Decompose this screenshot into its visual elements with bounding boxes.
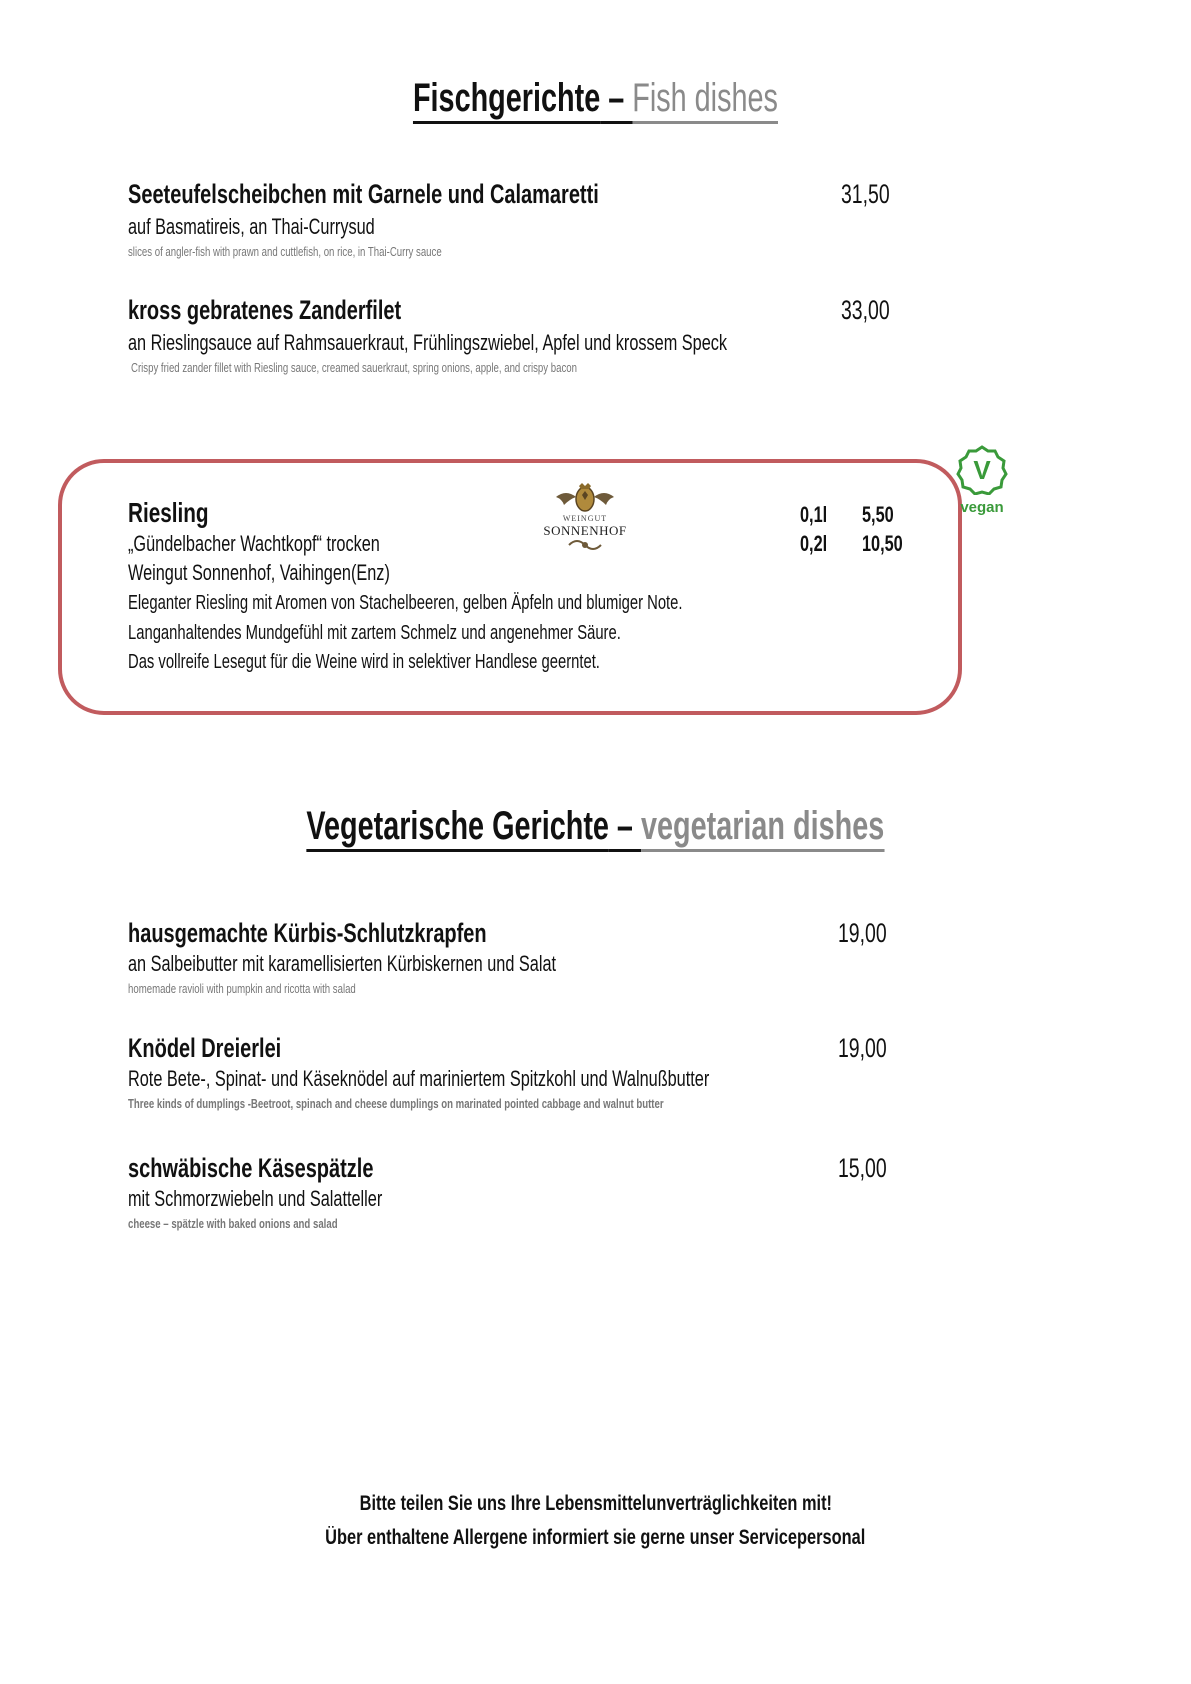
veg-dish-3-price: 15,00	[838, 1153, 887, 1183]
veg-heading-separator: –	[609, 804, 641, 852]
winery-logo-small-text: WEINGUT	[562, 514, 608, 523]
vegan-badge-label: vegan	[960, 499, 1004, 516]
dish-description: Rote Bete-, Spinat- und Käseknödel auf mariniertem Spitzkohl und Walnußbutter	[128, 1066, 710, 1091]
winery-flourish-icon	[565, 538, 605, 552]
wine-winery: Weingut Sonnenhof, Vaihingen(Enz)	[128, 560, 390, 585]
dish-english-description: cheese – spätzle with baked onions and salad	[128, 1216, 338, 1231]
wine-name: Riesling	[128, 497, 209, 528]
dish-description: mit Schmorzwiebeln und Salatteller	[128, 1186, 383, 1211]
wine-tasting-note: Eleganter Riesling mit Aromen von Stachelbeeren, gelben Äpfeln und blumiger Note.	[128, 592, 683, 614]
winery-logo	[540, 482, 630, 564]
fish-dish-1	[128, 178, 908, 262]
fish-section-heading	[0, 78, 1191, 118]
veg-heading-en: vegetarian dishes	[641, 804, 884, 852]
dish-description: an Rieslingsauce auf Rahmsauerkraut, Frühlingszwiebel, Apfel und krossem Speck	[128, 330, 728, 355]
vegan-badge-letter: V	[973, 455, 991, 485]
veg-section-heading	[0, 806, 1191, 846]
wine-tasting-note: Langanhaltendes Mundgefühl mit zartem Schmelz und angenehmer Säure.	[128, 622, 621, 644]
veg-dish-2	[128, 1032, 908, 1114]
wine-tasting-note: Das vollreife Lesegut für die Weine wird in selektiver Handlese geerntet.	[128, 651, 600, 673]
veg-dish-1-price: 19,00	[838, 918, 887, 948]
dish-english-description: slices of angler-fish with prawn and cuttlefish, on rice, in Thai-Curry sauce	[128, 244, 442, 259]
fish-heading-en: Fish dishes	[632, 76, 778, 124]
dish-name: hausgemachte Kürbis-Schlutzkrapfen	[128, 918, 487, 948]
veg-dish-1	[128, 917, 908, 999]
dish-english-description: homemade ravioli with pumpkin and ricotta with salad	[128, 981, 356, 996]
veg-dish-2-price: 19,00	[838, 1033, 887, 1063]
dish-name: Seeteufelscheibchen mit Garnele und Calamaretti	[128, 179, 599, 209]
vegan-badge-icon	[954, 445, 1010, 495]
fish-heading-de: Fischgerichte	[413, 76, 600, 124]
fish-dish-1-price: 31,50	[841, 179, 890, 209]
winery-crest-icon	[546, 482, 624, 514]
dish-name: kross gebratenes Zanderfilet	[128, 295, 402, 325]
allergy-notice-line-2: Über enthaltene Allergene informiert sie gerne unser Servicepersonal	[325, 1526, 866, 1549]
fish-heading-separator: –	[600, 76, 632, 124]
wine-price-large: 10,50	[862, 531, 903, 556]
dish-description: an Salbeibutter mit karamellisierten Kürbiskernen und Salat	[128, 951, 557, 976]
dish-name: schwäbische Käsespätzle	[128, 1153, 374, 1183]
dish-english-description: Three kinds of dumplings -Beetroot, spinach and cheese dumplings on marinated pointed cabbage and walnut butter	[128, 1096, 664, 1111]
allergy-notice-line-1: Bitte teilen Sie uns Ihre Lebensmittelunverträglichkeiten mit!	[359, 1492, 832, 1515]
wine-size-large: 0,2l	[800, 531, 828, 556]
wine-vineyard: „Gündelbacher Wachtkopf“ trocken	[128, 531, 380, 556]
dish-name: Knödel Dreierlei	[128, 1033, 282, 1063]
vegan-badge	[952, 445, 1012, 516]
wine-price-small: 5,50	[862, 502, 894, 527]
fish-dish-2	[128, 294, 908, 378]
wine-size-small: 0,1l	[800, 502, 828, 527]
veg-dish-3	[128, 1152, 908, 1234]
dish-english-description: Crispy fried zander fillet with Riesling sauce, creamed sauerkraut, spring onions, apple, and crispy bacon	[131, 360, 577, 375]
winery-logo-name: SONNENHOF	[543, 523, 627, 538]
fish-dish-2-price: 33,00	[841, 295, 890, 325]
veg-heading-de: Vegetarische Gerichte	[307, 804, 610, 852]
dish-description: auf Basmatireis, an Thai-Currysud	[128, 214, 375, 239]
